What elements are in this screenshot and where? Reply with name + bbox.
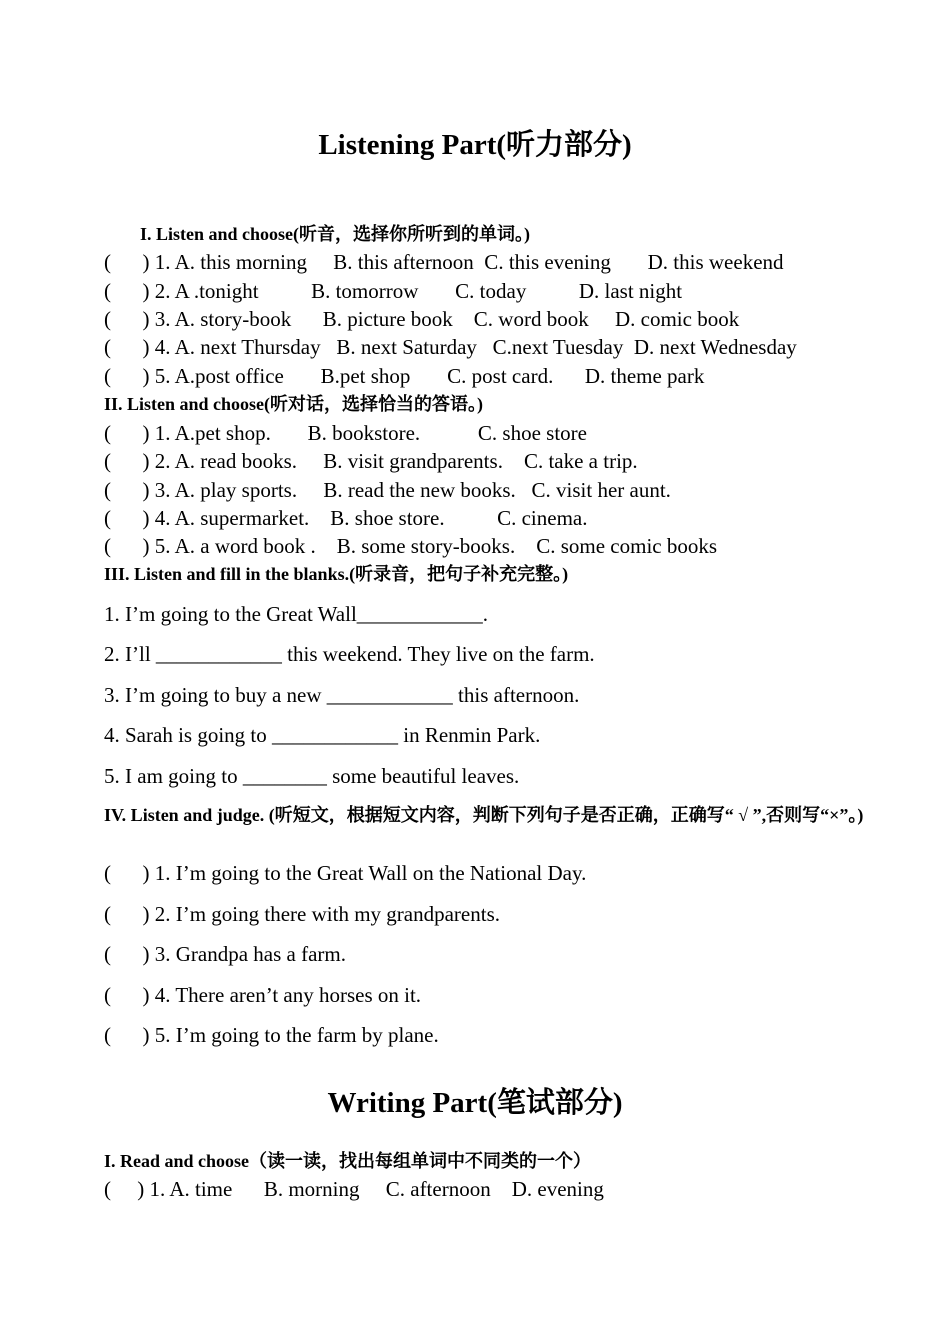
section-2-heading: II. Listen and choose(听对话，选择恰当的答语。)	[104, 394, 484, 414]
section-4-item-5: ( ) 5. I’m going to the farm by plane.	[104, 1023, 439, 1047]
listening-part-title: Listening Part(听力部分)	[318, 129, 632, 161]
section-1-item-2: ( ) 2. A .tonight B. tomorrow C. today D. last night	[104, 279, 683, 303]
section-3-item-4: 4. Sarah is going to ____________ in Renmin Park.	[104, 723, 541, 747]
section-2-item-5: ( ) 5. A. a word book . B. some story-books. C. some comic books	[104, 534, 718, 558]
section-3-item-5: 5. I am going to ________ some beautiful leaves.	[104, 764, 520, 788]
section-1-heading: I. Listen and choose(听音，选择你所听到的单词。)	[140, 224, 531, 244]
section-3-item-1: 1. I’m going to the Great Wall____________.	[104, 602, 489, 626]
section-4-heading: IV. Listen and judge. (听短文，根据短文内容，判断下列句子是否正确，正确写“ √ ”,否则写“×”。)	[104, 805, 864, 825]
section-1-item-1: ( ) 1. A. this morning B. this afternoon C. this evening D. this weekend	[104, 250, 784, 274]
section-3-item-3: 3. I’m going to buy a new ____________ this afternoon.	[104, 683, 580, 707]
writing-section-1-heading: I. Read and choose（读一读，找出每组单词中不同类的一个）	[104, 1151, 592, 1171]
section-2-item-1: ( ) 1. A.pet shop. B. bookstore. C. shoe store	[104, 421, 587, 445]
section-2-item-4: ( ) 4. A. supermarket. B. shoe store. C. cinema.	[104, 506, 588, 530]
section-4-item-4: ( ) 4. There aren’t any horses on it.	[104, 983, 422, 1007]
section-1-item-3: ( ) 3. A. story-book B. picture book C. word book D. comic book	[104, 307, 740, 331]
section-3-item-2: 2. I’ll ____________ this weekend. They live on the farm.	[104, 642, 595, 666]
section-2-item-3: ( ) 3. A. play sports. B. read the new books. C. visit her aunt.	[104, 478, 671, 502]
writing-part-title: Writing Part(笔试部分)	[327, 1087, 623, 1119]
section-3-heading: III. Listen and fill in the blanks.(听录音，把句子补充完整。)	[104, 564, 569, 584]
section-4-item-1: ( ) 1. I’m going to the Great Wall on the National Day.	[104, 861, 587, 885]
section-4-item-2: ( ) 2. I’m going there with my grandparents.	[104, 902, 500, 926]
section-1-item-5: ( ) 5. A.post office B.pet shop C. post card. D. theme park	[104, 364, 705, 388]
section-4-item-3: ( ) 3. Grandpa has a farm.	[104, 942, 346, 966]
section-2-item-2: ( ) 2. A. read books. B. visit grandparents. C. take a trip.	[104, 449, 638, 473]
section-1-item-4: ( ) 4. A. next Thursday B. next Saturday C.next Tuesday D. next Wednesday	[104, 335, 797, 359]
writing-section-1-item-1: ( ) 1. A. time B. morning C. afternoon D. evening	[104, 1177, 604, 1201]
